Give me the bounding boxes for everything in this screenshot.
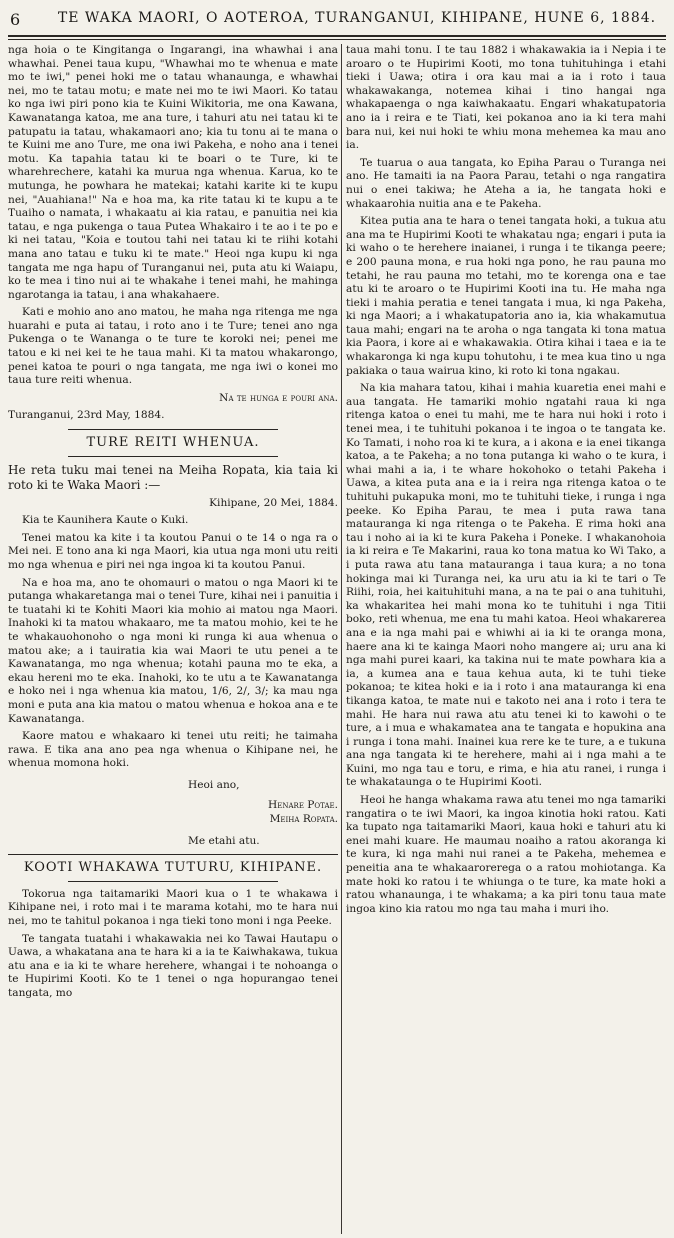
left-paragraph-4: Na e hoa ma, ano te ohomauri o matou o nga Maori ki te putanga whakaretanga mai o tenei Ture, kihai nei i panuitia i te tuatahi ki te Kohiti Maori kia mohio ai matou nga Maori. Inahoki ki ta matou whakaaro, me ta matou mohio, kei te he te whakauohonoho o nga moni ki runga ki aua whenua o matou ake; a i tauiratia kia wai Maori te utu penei a te Kawanatanga, mo nga whenua; kotahi pauna mo te eka, a ekau hereni mo te eka. Inahoki, ko te utu a te Kawanatanga e hoko nei i nga whenua kia matou, 1/6, 2/, 3/; ka mau nga moni e puta ana kia matou o matou whenua e hokoa ana e te Kawanatanga.	[8, 576, 338, 725]
letter-closing: Heoi ano,	[188, 778, 240, 791]
column-divider	[341, 44, 342, 1234]
section-heading-ture-reiti: TURE REITI WHENUA.	[86, 435, 260, 451]
signatory-2: Meiha Ropata.	[269, 813, 338, 826]
others-note: Me etahi atu.	[188, 834, 260, 847]
left-paragraph-6: Tokorua nga taitamariki Maori kua o 1 te whakawa i Kihipane nei, i roto mai i te marama kotahi, mo te hara nui nei, mo te tahitul pokanoa i nga tieki tono moni i nga Peeke.	[8, 887, 338, 928]
right-paragraph-2: Te tuarua o aua tangata, ko Epiha Parau o Turanga nei ano. He tamaiti ia na Paora Parau, tetahi o nga rangatira nui o enei takiwa; he Ateha a ia, he tangata hoki e whakaarohia nuitia ana e te Pakeha.	[346, 156, 666, 210]
letter-date-kihipane: Kihipane, 20 Mei, 1884.	[209, 496, 338, 509]
left-paragraph-7: Te tangata tuatahi i whakawakia nei ko Tawai Hautapu o Uawa, a whakatana ana te hara ki a ia te Kaiwhakawa, tukua atu ana e ia ki te whare herehere, whangai i te nohoanga o te Hupirimi Kooti. Ko te 1 tenei o nga hopurangao tenei tangata, mo	[8, 932, 338, 1000]
section-heading-kooti: KOOTI WHAKAWA TUTURU, KIHIPANE.	[23, 860, 323, 876]
signatory-1: Henare Potae.	[268, 798, 338, 811]
left-paragraph-5: Kaore matou e whakaaro ki tenei utu reiti; he taimaha rawa. E tika ana ano pea nga whenua o Kihipane nei, he whenua momona hoki.	[8, 730, 338, 770]
right-column	[346, 44, 666, 1234]
header-rule	[8, 35, 666, 37]
section-divider	[68, 456, 278, 457]
left-paragraph-2: Kati e mohio ano ano matou, he maha nga ritenga me nga huarahi e puta ai tatau, i roto ano i te Ture; tenei ano nga Pukenga o te Wananga o te ture te koroki nei; penei me tatou e ki nei kei te he taua mahi. Ki ta matou whakarongo, penei katoa te pouri o nga tangata, me nga iwi o konei mo taua ture reiti whenua.	[8, 306, 338, 387]
running-title: TE WAKA MAORI, O AOTEROA, TURANGANUI, KIHIPANE, HUNE 6, 1884.	[57, 10, 657, 26]
page-number: 6	[10, 10, 21, 29]
header-rule-thin	[8, 39, 666, 40]
right-paragraph-1: taua mahi tonu. I te tau 1882 i whakawakia ia i Nepia i te aroaro o te Hupirimi Kooti, mo tona tuhituhinga i etahi tieki i Uawa; otira i ora kau mai a ia i roto i taua whakawakanga, notemea kihai i tino hangai nga whakapaenga o nga kaiwhakaatu. Engari whakatupatoria ano ia i reira e te Tiati, kei pokanoa ano ia ki tera mahi bara nui, kei nui hoki te whiu mona mehemea ka mau ano ia.	[346, 44, 666, 152]
section-divider	[68, 429, 278, 430]
right-paragraph-3: Kitea putia ana te hara o tenei tangata hoki, a tukua atu ana ma te Hupirimi Kooti te whakatau nga; engari i puta ia ki waho o te herehere inaianei, i runga i te tikanga peere; e 200 pauna mona, e rua hoki nga pono, he rau pauna mo tetahi, he rau pauna mo tetahi, mo te korenga ona e tae atu ki te aroaro o te Hupirimi Kooti ina tu. He maha nga tieki i mahia peratia e tenei tangata i mua, ki nga Pakeha, ki nga Maori; a i whakatupatoria ano ia, kia whakamutua taua mahi; engari na te aroha o nga tangata ki tona matua kia Paora, i kore ai e whakawakia. Otira kihai i taea e ia te whakaronga ki nga kupu tohutohu, i te mea kua tino u nga pakiaka o taua wairua kino, ki roto ki tona ngakau.	[346, 215, 666, 377]
letter-dateline: Turanganui, 23rd May, 1884.	[8, 409, 165, 422]
section-divider	[8, 854, 338, 855]
letter-salutation: Kia te Kaunihera Kaute o Kuki.	[22, 514, 189, 527]
left-paragraph-3: Tenei matou ka kite i ta koutou Panui o te 14 o nga ra o Mei nei. E tono ana ki nga Maori, kia utua nga moni utu reiti mo nga whenua e piri nei nga ingoa ki ta koutou Panui.	[8, 531, 338, 571]
letter-signature: Na te hunga e pouri ana.	[219, 391, 338, 404]
left-column	[8, 44, 338, 1234]
right-paragraph-4: Na kia mahara tatou, kihai i mahia kuaretia enei mahi e aua tangata. He tamariki mohio ngatahi raua ki nga ritenga katoa o enei tu mahi, me te hara nui hoki i roto i tenei mea, i te tuhituhi pokanoa i te ingoa o te tangata ke. Ko Tamati, i noho roa ki te kura, a i akona e ia enei tikanga katoa, a te Pakeha; a no tona putanga ki waho o te kura, i whai mahi a ia, i te whare hokohoko o tetahi Pakeha i Uawa, a kitea puta ana e ia i reira nga ritenga katoa o te tuhituhi pukapuka moni, mo te tuhituhi tieke, i runga i nga peeke. Ko Epiha Parau, te mea i puta rawa tana matauranga ki nga ritenga o te Pakeha. E rima hoki ana tau i noho ai ia ki te kura Pakeha i Poneke. I whakanohoia ia ki reira e Te Makarini, raua ko tona matua ko Wi Tako, a i puta rawa atu tana matauranga i taua kura; a no tona hokinga mai ki Turanga nei, ka uru atu ia ki te tari o Te Riihi, roia, hei kaituhituhi mana, a na te pai o ana tuhituhi, ka whakaritea hei mahi mona ko te tuhituhi i nga Titii boko, reti whenua, me ena tu mahi katoa. Heoi whakarerea ana e ia nga mahi pai e whiwhi ai ia ki te oranga mona, haere ana ki te kainga Maori noho mangere ai; uru ana ki nga mahi purei kaari, ka takina nui te mate powhara kia a ia, a kumea ana e taua kehua auta, ki te tuhi tieke pokanoa; te kitea hoki e ia i roto i ana matauranga ki ena tikanga katoa, te mate nui e takoto nei ana i roto i tera te mahi. He hara nui rawa atu atu tenei ki to kawohi o te ture, a i mua e whakamatea ana te tangata e hopukina ana i runga i tona mahi. Inainei kua rere ke te ture, a e tukuna ana nga tangata ki te herehere, mahi ai i nga mahi a te Kuini, mo nga tau e toru, e rima, e hia atu ranei, i runga i te whakataunga o te Hupirimi Kooti.	[346, 382, 666, 789]
page-header	[0, 4, 674, 30]
letter-introduction: He reta tuku mai tenei na Meiha Ropata, kia taia ki roto ki te Waka Maori :—	[8, 462, 338, 492]
left-paragraph-1: nga hoia o te Kingitanga o Ingarangi, ina whawhai i ana whawhai. Penei taua kupu, "Whawhai mo te whenua e mate mo te iwi," penei hoki me o tatau whanaunga, e whawhai nei, mo te tatau motu; e mate nei mo te iwi Maori. Ko tatau ko nga iwi piri pono kia te Kuini Wikitoria, me ona Kawana, Kawanatanga katoa, me ana ture, i tahuri atu nei tatau ki te patupatu ia tatau, whakamaori ano; kia tu tonu ai te mana o te Kuini me ano Ture, me ona iwi Pakeha, e noho ana i tenei motu. Ka tapahia tatau ki te boari o te Ture, ki te wharehrechere, katahi ka murua nga whenua. Karua, ko te mutunga, he powhara he matekai; katahi karite ki te kupu nei, "Auahiana!" Na e hoa ma, ka rite tatau ki te kupu a te Tuaiho o namata, i whakaatu ai kia ratau, e panuitia nei kia tatau, e nga pukenga o taua Putea Whakairo i te ao i te po e ki nei tatau, "Koia e toutou tahi nei tatau ki te riihi kotahi mana ano tatau e tuku ki te mate." Heoi nga kupu ki nga tangata me nga hapu of Turanganui nei, puta atu ki Waiapu, ko te mea i tino nui ai te whakahe i tenei mahi, he mahinga ngarotanga ia tatau, i ana whakahaere.	[8, 44, 338, 301]
right-paragraph-5: Heoi he hanga whakama rawa atu tenei mo nga tamariki rangatira o te iwi Maori, ka ingoa kinotia hoki ratou. Kati ka tupato nga taitamariki Maori, kaua hoki e tahuri atu ki enei mahi kuare. He maumau noaiho a ratou akoranga ki te kura, ki nga mahi nui ranei a te Pakeha, mehemea e peneitia ana te whakaarorerega o a ratou mohiotanga. Ka mate hoki ko ratou i te whiunga o te ture, ka mate hoki a ratou whanaunga, i te whakama; a ka piri tonu taua mate ingoa kino kia ratou mo nga tau maha i muri iho.	[346, 794, 666, 915]
section-divider	[68, 881, 278, 882]
signatories	[8, 799, 338, 827]
